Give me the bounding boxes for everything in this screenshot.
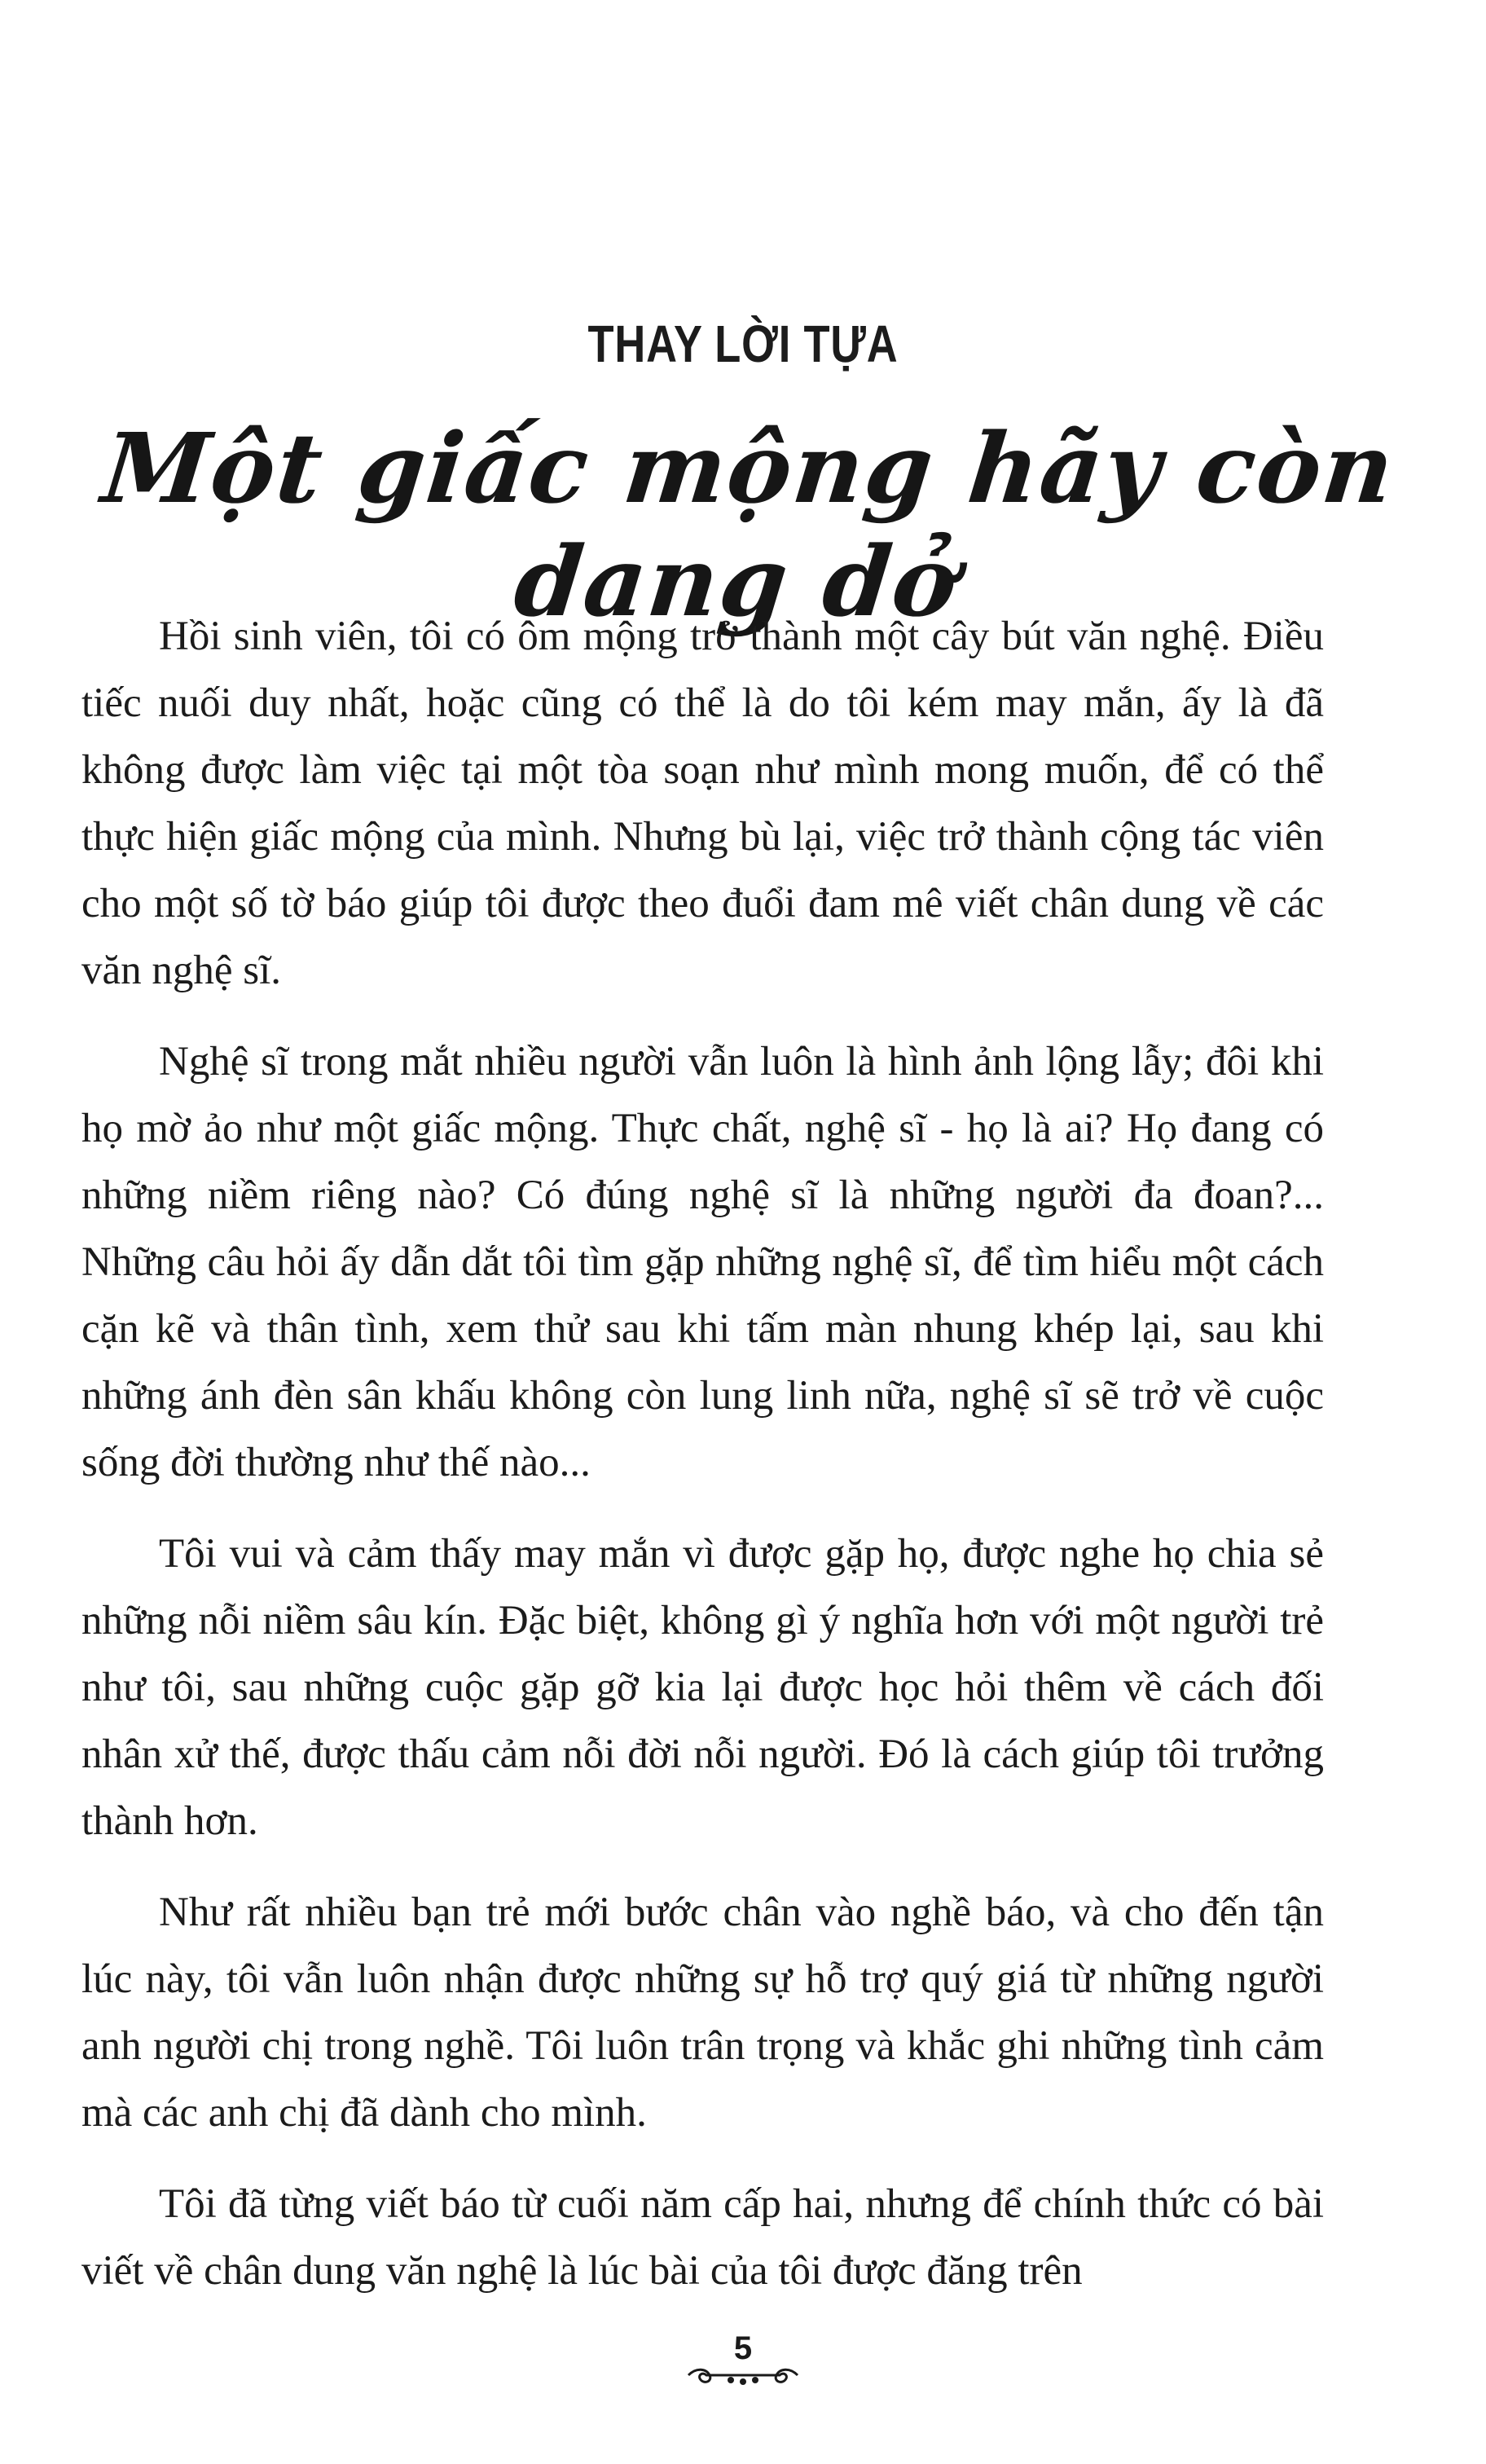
chapter-title: Một giấc mộng hãy còn dang dở (97, 411, 1401, 638)
paragraph-1: Hồi sinh viên, tôi có ôm mộng trở thành một cây bút văn nghệ. Điều tiếc nuối duy nhất, hoặc cũng có thể là do tôi kém may mắn, ấy là đã không được làm việc tại một tòa soạn như mình mong muốn, để có thể thực hiện giấc mộng của mình. Nhưng bù lại, việc trở thành cộng tác viên cho một số tờ báo giúp tôi được theo đuổi đam mê viết chân dung về các văn nghệ sĩ. (81, 614, 1324, 993)
section-heading: THAY LỜI TỰA (587, 315, 899, 373)
page-number: 5 (733, 2330, 753, 2366)
paragraph-3: Tôi vui và cảm thấy may mắn vì được gặp họ, được nghe họ chia sẻ những nỗi niềm sâu kín. Đặc biệt, không gì ý nghĩa hơn với một người trẻ như tôi, sau những cuộc gặp gỡ kia lại được học hỏi thêm về cách đối nhân xử thế, được thấu cảm nỗi đời nỗi người. Đó là cách giúp tôi trưởng thành hơn. (81, 1531, 1324, 1844)
paragraph-5: Tôi đã từng viết báo từ cuối năm cấp hai, nhưng để chính thức có bài viết về chân dung văn nghệ là lúc bài của tôi được đăng trên (81, 2181, 1324, 2294)
body-text (81, 603, 1324, 2329)
paragraph-2: Nghệ sĩ trong mắt nhiều người vẫn luôn là hình ảnh lộng lẫy; đôi khi họ mờ ảo như một giấc mộng. Thực chất, nghệ sĩ - họ là ai? Họ đang có những niềm riêng nào? Có đúng nghệ sĩ là những người đa đoan?... Những câu hỏi ấy dẫn dắt tôi tìm gặp những nghệ sĩ, để tìm hiểu một cách cặn kẽ và thân tình, xem thử sau khi tấm màn nhung khép lại, sau khi những ánh đèn sân khấu không còn lung linh nữa, nghệ sĩ sẽ trở về cuộc sống đời thường như thế nào... (81, 1039, 1324, 1485)
paragraph-4: Như rất nhiều bạn trẻ mới bước chân vào nghề báo, và cho đến tận lúc này, tôi vẫn luôn nhận được những sự hỗ trợ quý giá từ những người anh người chị trong nghề. Tôi luôn trân trọng và khắc ghi những tình cảm mà các anh chị đã dành cho mình. (81, 1890, 1324, 2136)
page-footer (0, 2330, 1486, 2390)
